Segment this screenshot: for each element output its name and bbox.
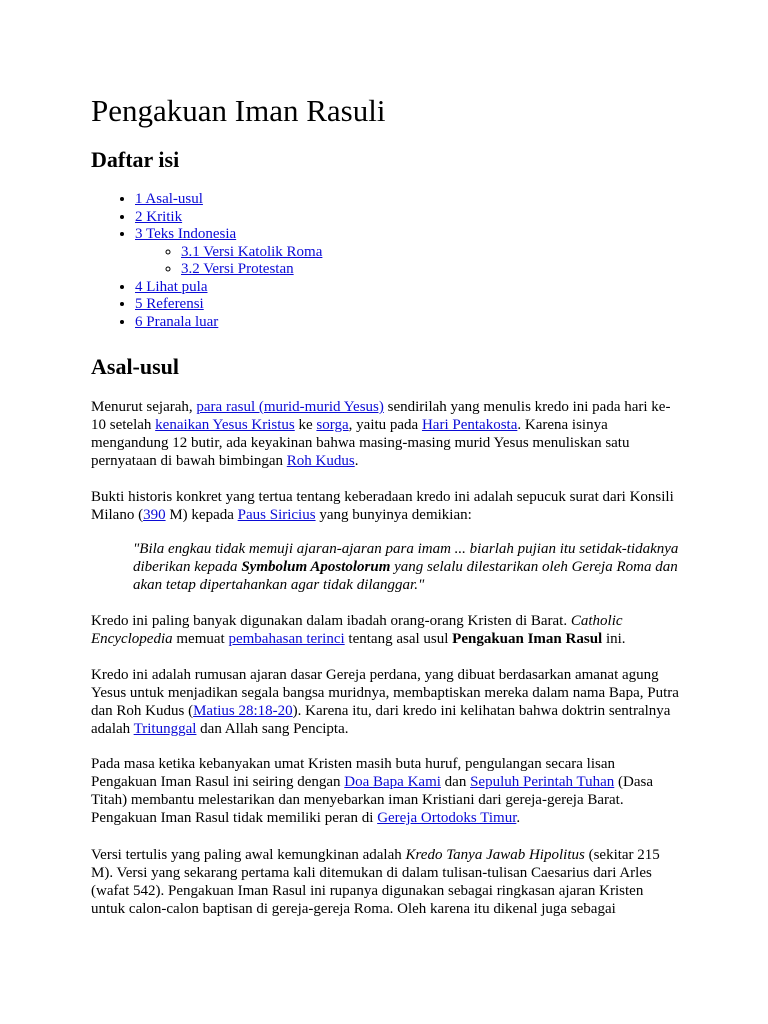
link-matius[interactable]: Matius 28:18-20 (193, 703, 293, 719)
paragraph-text: , yaitu pada (348, 417, 422, 433)
toc-item (135, 279, 322, 297)
quote-block (133, 540, 681, 594)
toc-link-pranala-luar[interactable]: 6 Pranala luar (135, 313, 219, 330)
paragraph-text: M) kepada (165, 507, 238, 523)
toc-subitem (181, 244, 322, 262)
paragraph-origin (91, 398, 681, 470)
toc-item (135, 209, 322, 227)
toc-sublist (135, 244, 322, 279)
italic-term: Kredo Tanya Jawab Hipolitus (405, 847, 585, 863)
toc-link-teks-indonesia[interactable]: 3 Teks Indonesia (135, 226, 237, 242)
bold-term: Pengakuan Iman Rasul (452, 631, 603, 647)
paragraph-usage (91, 612, 681, 648)
paragraph-text: (Dasa Titah) membantu melestarikan dan menyebarkan iman Kristiani dari gereja-gereja Barat. Pengakuan Iman Rasul tidak memiliki peran di (91, 774, 654, 826)
toc-link-kritik[interactable]: 2 Kritik (135, 208, 183, 225)
toc-item (135, 314, 322, 332)
paragraph-text: . (516, 810, 521, 826)
toc-link-versi-katolik-roma[interactable]: 3.1 Versi Katolik Roma (181, 243, 323, 260)
paragraph-text: yang bunyinya demikian: (315, 507, 472, 523)
toc-link-asal-usul[interactable]: 1 Asal-usul (135, 191, 203, 207)
link-gereja-ortodoks-timur[interactable]: Gereja Ortodoks Timur (377, 810, 517, 826)
link-paus-siricius[interactable]: Paus Siricius (237, 507, 316, 523)
paragraph-text: ini. (602, 631, 626, 647)
paragraph-text: Kredo ini adalah rumusan ajaran dasar Gereja perdana, yang dibuat berdasarkan amanat agung Yesus untuk menjadikan segala bangsa muridnya, membaptiskan mereka dalam nama Bapa, Putra dan Roh Kudus ( (91, 667, 679, 719)
link-sorga[interactable]: sorga (316, 417, 349, 433)
paragraph-text: Pada masa ketika kebanyakan umat Kristen masih buta huruf, pengulangan secara lisan Pengakuan Iman Rasul ini seiring dengan (91, 756, 615, 790)
toc-link-versi-protestan[interactable]: 3.2 Versi Protestan (181, 261, 294, 277)
page-title: Pengakuan Iman Rasuli (91, 93, 386, 128)
paragraph-text: tentang asal usul (344, 631, 453, 647)
paragraph-text: Bukti historis konkret yang tertua tentang keberadaan kredo ini adalah sepucuk surat dari Konsili Milano ( (91, 489, 674, 523)
paragraph-text: dan Allah sang Pencipta. (196, 721, 349, 737)
toc-link-referensi[interactable]: 5 Referensi (135, 296, 204, 312)
paragraph-text: (sekitar 215 M). Versi yang sekarang pertama kali ditemukan di dalam tulisan-tulisan Caesarius dari Arles (wafat 542). Pengakuan Iman Rasul ini rupanya digunakan sebagai ringkasan ajaran Kristen untuk calon-calon baptisan di gereja-gereja Roma. Oleh karena itu dikenal juga sebagai (91, 847, 660, 917)
paragraph-text: . Karena isinya mengandung 12 butir, ada keyakinan bahwa masing-masing murid Yesus menuliskan satu pernyataan di bawah bimbingan (91, 417, 630, 469)
link-para-rasul[interactable]: para rasul (murid-murid Yesus) (196, 399, 384, 415)
toc-heading: Daftar isi (91, 147, 180, 172)
toc-item (135, 296, 322, 314)
toc-subitem (181, 261, 322, 279)
paragraph-text: . (354, 453, 359, 469)
link-hari-pentakosta[interactable]: Hari Pentakosta (421, 417, 518, 433)
link-390[interactable]: 390 (143, 507, 166, 523)
link-pembahasan-terinci[interactable]: pembahasan terinci (228, 631, 345, 647)
paragraph-text: Menurut sejarah, (91, 399, 197, 415)
paragraph-text: dan (440, 774, 471, 790)
link-tritunggal[interactable]: Tritunggal (133, 721, 197, 737)
link-doa-bapa-kami[interactable]: Doa Bapa Kami (344, 774, 441, 790)
section-heading: Asal-usul (91, 354, 180, 379)
toc-link-lihat-pula[interactable]: 4 Lihat pula (135, 278, 208, 295)
paragraph-text: sendirilah yang menulis kredo ini pada hari ke-10 setelah (91, 399, 671, 433)
paragraph-written-version (91, 846, 681, 918)
paragraph-text: ). Karena itu, dari kredo ini kelihatan bahwa doktrin sentralnya adalah (91, 703, 671, 737)
paragraph-text: Versi tertulis yang paling awal kemungkinan adalah (91, 847, 406, 863)
table-of-contents (91, 191, 322, 331)
quote-text: yang selalu dilestarikan oleh Gereja Roma dan akan tetap dipertahankan agar tidak dilanggar." (133, 559, 678, 593)
toc-item (135, 191, 322, 209)
paragraph-historical-evidence (91, 488, 681, 524)
paragraph-oral-tradition (91, 755, 681, 827)
link-sepuluh-perintah-tuhan[interactable]: Sepuluh Perintah Tuhan (470, 774, 615, 790)
quote-bold-term: Symbolum Apostolorum (241, 559, 391, 575)
paragraph-doctrine (91, 666, 681, 738)
link-kenaikan-yesus[interactable]: kenaikan Yesus Kristus (155, 417, 295, 433)
toc-item (135, 226, 322, 279)
italic-term: Catholic Encyclopedia (91, 613, 623, 647)
paragraph-text: memuat (172, 631, 229, 647)
paragraph-text: ke (294, 417, 317, 433)
paragraph-text: Kredo ini paling banyak digunakan dalam ibadah orang-orang Kristen di Barat. (91, 613, 571, 629)
quote-text: "Bila engkau tidak memuji ajaran-ajaran para imam ... biarlah pujian itu setidak-tidaknya diberikan kepada (133, 541, 679, 575)
link-roh-kudus[interactable]: Roh Kudus (286, 453, 355, 469)
